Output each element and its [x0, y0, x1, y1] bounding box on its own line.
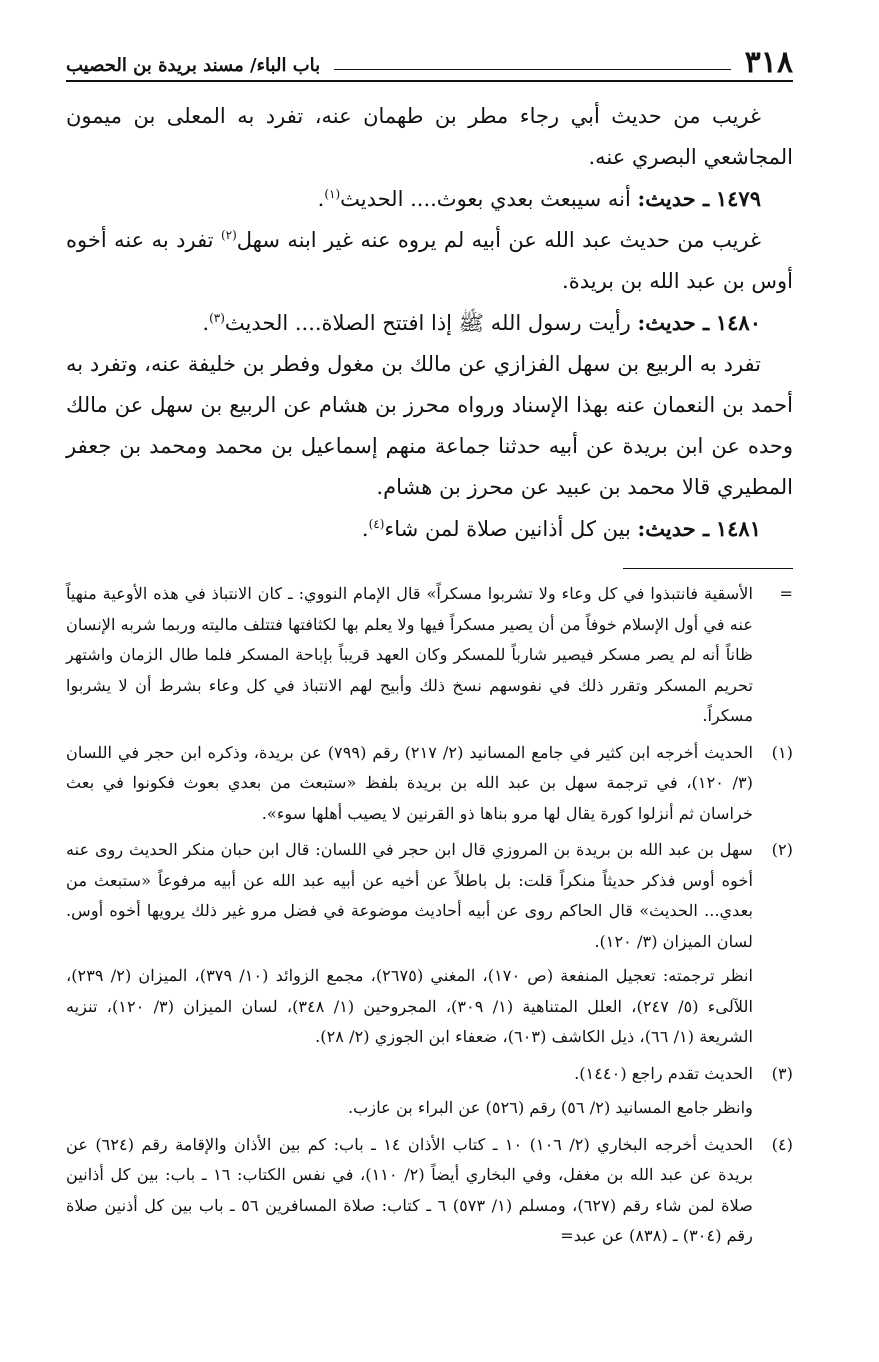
paragraph-2	[66, 220, 793, 302]
footnote-ref[interactable]: (٣)	[209, 311, 225, 325]
hadith-1481	[66, 508, 793, 550]
hadith-1479	[66, 178, 793, 220]
paragraph-1: غريب من حديث أبي رجاء مطر بن طهمان عنه، تفرد به المعلى بن ميمون المجاشعي البصري عنه.	[66, 104, 793, 169]
sentence-end: .	[317, 187, 325, 211]
main-text	[66, 96, 793, 550]
footnote-mark: (٣)	[771, 1063, 793, 1083]
hadith-text: رأيت رسول الله ﷺ إذا افتتح الصلاة.... الحديث	[224, 311, 631, 335]
sentence-end: .	[361, 517, 369, 541]
footnote-mark: (٤)	[771, 1134, 793, 1154]
footnote-divider	[623, 568, 793, 569]
hadith-label: ـ حديث:	[637, 310, 710, 335]
hadith-label: ـ حديث:	[637, 186, 710, 211]
page-number: ٣١٨	[744, 45, 793, 80]
hadith-text: أنه سيبعث بعدي بعوث.... الحديث	[340, 187, 631, 211]
footnote-2	[66, 835, 793, 1053]
footnote-ref[interactable]: (١)	[324, 187, 341, 201]
footnote-text: الحديث تقدم راجع (١٤٤٠).	[574, 1063, 753, 1083]
hadith-number: ١٤٧٩	[715, 186, 761, 211]
header-rule	[334, 69, 731, 70]
footnote-text: الحديث أخرجه ابن كثير في جامع المسانيد (٢/ ٢١٧) رقم (٧٩٩) عن بريدة، وذكره ابن حجر في اللسان (٣/ ١٢٠)، في ترجمة سهل بن عبد الله بن بريدة بلفظ «ستبعث من بعدي بعوث فكونوا في بعث خراسان ثم أنزلوا كورة يقال لها مرو بناها ذو القرنين لا يصيب أهلها سوء».	[66, 742, 753, 823]
footnote-3	[66, 1059, 793, 1124]
paragraph-2-text-b: تفرد به عنه أخوه أوس بن عبد الله بن بريدة.	[66, 228, 793, 293]
footnote-ref[interactable]: (٢)	[220, 228, 237, 242]
running-title: باب الباء/ مسند بريدة بن الحصيب	[66, 55, 321, 76]
hadith-1480	[66, 302, 793, 344]
page-header	[66, 40, 793, 82]
footnote-1	[66, 738, 793, 830]
footnotes	[66, 579, 793, 1252]
footnote-ref[interactable]: (٤)	[368, 517, 385, 531]
hadith-label: ـ حديث:	[637, 516, 710, 541]
paragraph-3: تفرد به الربيع بن سهل الفزازي عن مالك بن مغول وفطر بن خليفة عنه، وتفرد به أحمد بن النعمان عنه بهذا الإسناد ورواه محرز بن هشام عن الربيع بن سهل عن مالك وحده عن ابن بريدة عن أبيه حدثنا جماعة منهم إسماعيل بن محمد ومحمد بن جعفر المطيري قالا محمد بن عبيد عن محرز بن هشام.	[66, 352, 793, 499]
paragraph-2-text-a: غريب من حديث عبد الله عن أبيه لم يروه عنه غير ابنه سهل	[236, 228, 761, 252]
hadith-text: بين كل أذانين صلاة لمن شاء	[384, 517, 631, 541]
footnote-text: وانظر جامع المسانيد (٢/ ٥٦) رقم (٥٢٦) عن البراء بن عازب.	[348, 1098, 753, 1117]
hadith-number: ١٤٨١	[715, 516, 761, 541]
footnote-text: الحديث أخرجه البخاري (٢/ ١٠٦) ١٠ ـ كتاب الأذان ١٤ ـ باب: كم بين الأذان والإقامة رقم (٦٢٤) عن بريدة عن عبد الله بن مغفل، وفي البخاري أيضاً (٢/ ١١٠)، في نفس الكتاب: ١٦ ـ باب: بين كل أذانين صلاة لمن شاء رقم (٦٢٧)، ومسلم (١/ ٥٧٣) ٦ ـ كتاب: صلاة المسافرين ٥٦ ـ باب بين كل أذنين صلاة رقم (٣٠٤) ـ (٨٣٨) عن عبد=	[66, 1134, 754, 1245]
footnote-4	[66, 1130, 793, 1252]
hadith-number: ١٤٨٠	[715, 310, 761, 335]
footnote-text: انظر ترجمته: تعجيل المنفعة (ص ١٧٠)، المغني (٢٦٧٥)، مجمع الزوائد (١٠/ ٣٧٩)، الميزان (٢/ ٢٣٩)، اللآلىء (٥/ ٢٤٧)، العلل المتناهية (١/ ٣٠٩)، المجروحين (١/ ٣٤٨)، لسان الميزان (٣/ ١٢٠)، تنزيه الشريعة (١/ ٦٦)، ذيل الكاشف (٦٠٣)، ضعفاء ابن الجوزي (٢/ ٢٨).	[66, 966, 753, 1046]
footnote-text: الأسقية فانتبذوا في كل وعاء ولا تشربوا مسكراً» قال الإمام النووي: ـ كان الانتباذ في هذه الأوعية منهياً عنه في أول الإسلام خوفاً من أن يصير مسكراً فيها ولا يعلم بها لكثافتها فتتلف ماليته وربما شربه الإنسان ظاناً أنه لم يصر مسكر فيصير شارباً للمسكر وكان العهد قريباً بإباحة المسكر فلما طال الزمان واشتهر تحريم المسكر وتقرر ذلك في نفوسهم نسخ ذلك وأبيح لهم الانتباذ في كل وعاء بشرط أن لا يشربوا مسكراً.	[66, 584, 753, 725]
footnote-continuation	[66, 579, 793, 732]
footnote-mark: (٢)	[771, 840, 793, 859]
footnote-text: سهل بن عبد الله بن بريدة بن المروزي قال ابن حجر في اللسان: قال ابن حبان منكر الحديث روى عنه أخوه أوس فذكر حديثاً منكراً قلت: بل باطلاً عن أخيه عن أبيه عبد الله عن أبيه مرفوعاً «ستبعث من بعدي... الحديث» قال الحاكم روى عن أبيه أحاديث موضوعة في فضل مرو غير ذلك يرويها أخوه أوس. لسان الميزان (٣/ ١٢٠).	[66, 840, 753, 951]
sentence-end: .	[202, 311, 210, 335]
footnote-mark: =	[779, 584, 793, 603]
footnote-mark: (١)	[771, 742, 793, 762]
